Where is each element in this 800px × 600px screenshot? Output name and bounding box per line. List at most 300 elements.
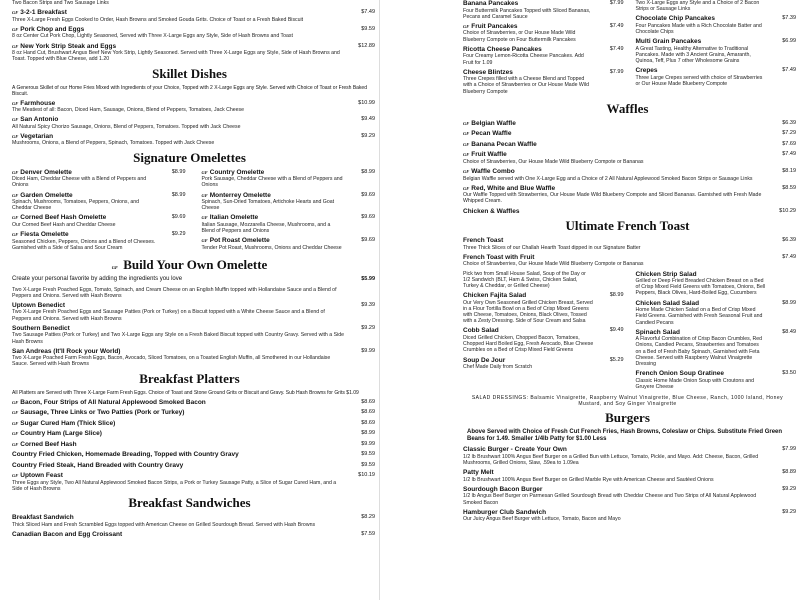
- item-name-text: Red, White and Blue Waffle: [471, 184, 556, 192]
- menu-item: [12, 451, 375, 459]
- item-name-text: Country Fried Steak, Hand Breaded with Country Gravy: [12, 461, 184, 469]
- item-price: $8.89: [782, 469, 796, 476]
- menu-item: [463, 120, 796, 128]
- menu-item: [12, 514, 375, 528]
- item-price: $9.49: [361, 116, 375, 123]
- item-name-text: Chicken Strip Salad: [635, 270, 697, 278]
- item-price: $9.39: [361, 301, 375, 308]
- item-description: 1/2 lb Brushwart 100% Angus Beef Burger on Grilled Marble Rye with American Cheese and Sautéed Onions: [463, 476, 714, 483]
- menu-item: [463, 446, 796, 466]
- item-description: Three Large Crepes served with choice of Strawberries or Our House Made Blueberry Compote: [635, 74, 763, 88]
- gf-mark: GF: [463, 131, 470, 137]
- item-price: $7.39: [782, 15, 796, 22]
- item-price: $9.69: [171, 214, 186, 221]
- item-name-text: Belgian Waffle: [471, 119, 516, 127]
- omelette-columns: [0, 169, 379, 254]
- item-description: Our Corned Beef Hash and Cheddar Cheese: [12, 221, 116, 228]
- item-name-text: Ricotta Cheese Pancakes: [463, 45, 542, 53]
- item-name: [463, 185, 796, 193]
- item-name: [463, 46, 624, 54]
- item-description: Our Very Own Seasoned Grilled Chicken Breast, Served in a Flour Tortilla Bowl on a Bed of Crisp Mixed Greens with Cheese, Tomatoes, Onions, Black Olives, Tossed with a Zesty Dressing. Side of Sour Cream and Salsa: [463, 299, 593, 325]
- item-name: [463, 486, 796, 494]
- item-name-text: Soup De Jour: [463, 356, 506, 364]
- gf-mark: GF: [12, 420, 19, 426]
- item-name: [12, 116, 375, 124]
- item-price: $8.99: [782, 299, 796, 306]
- item-price: $6.39: [782, 119, 796, 126]
- item-name-text: Fruit Waffle: [471, 151, 507, 159]
- item-name: [12, 348, 375, 356]
- item-description: Thick Sliced Ham and Fresh Scrambled Eggs topped with American Cheese on Grilled Sourdough Bread. Served with Hash Browns: [12, 521, 316, 528]
- menu-page-left: [0, 0, 380, 600]
- item-name-text: Pot Roast Omelette: [209, 237, 270, 245]
- item-description: Three Eggs any Style, Two All Natural Applewood Smoked Bacon Strips, a Pork or Turkey Sausage Patty, a Slice of Sugar Cured Ham, and a Side of Hash Browns: [12, 479, 337, 492]
- item-price: $7.99: [609, 0, 624, 6]
- menu-item: [12, 133, 375, 147]
- item-price: $9.29: [782, 508, 796, 515]
- pancake-columns: [455, 0, 800, 98]
- menu-page-right: [455, 0, 800, 600]
- item-description: Two Bacon Strips and Two Sausage Links: [12, 0, 109, 6]
- menu-item: [12, 348, 375, 368]
- item-name: [12, 514, 375, 522]
- menu-item: [12, 116, 375, 130]
- skillet-note: A Generous Skillet of our Home Fries Mixed with Ingredients of your Choice, Topped with 2 X-Large Eggs any Style. Served with Choice of Toast or Fresh Baked Biscuit.: [12, 84, 367, 97]
- item-name: [12, 409, 375, 417]
- item-name: [12, 26, 375, 34]
- item-name: [463, 141, 796, 149]
- menu-item: [12, 430, 375, 438]
- item-price: $8.29: [361, 514, 375, 521]
- item-name-text: San Antonio: [20, 116, 59, 124]
- item-name-text: Bacon, Four Strips of All Natural Applewood Smoked Bacon: [20, 398, 206, 406]
- item-description: Three X-Large Fresh Eggs Cooked to Order, Hash Browns and Smoked Gouda Grits. Choice of Toast or a Fresh Baked Biscuit: [12, 16, 304, 23]
- menu-item: [12, 325, 375, 345]
- french-toast-list: [455, 237, 800, 267]
- item-name-text: Sugar Cured Ham (Thick Slice): [20, 419, 116, 427]
- item-name: [12, 43, 375, 51]
- item-name-text: Banana Pancakes: [463, 0, 519, 7]
- menu-item: [463, 237, 796, 251]
- item-price: $7.69: [782, 140, 796, 147]
- waffle-list: [455, 120, 800, 215]
- item-name-text: French Onion Soup Gratinee: [635, 370, 724, 378]
- item-name-text: Corned Beef Hash Omelette: [20, 214, 107, 222]
- item-price: $9.59: [361, 461, 375, 468]
- item-description: Four Buttermilk Pancakes Topped with Sliced Bananas, Pecans and Caramel Sauce: [463, 7, 591, 20]
- item-description: Choice of Strawberries, Our House Made Wild Blueberry Compote or Bananas: [463, 158, 644, 165]
- item-price: $3.50: [782, 370, 796, 377]
- item-description: The Meatiest of all: Bacon, Diced Ham, Sausage, Onions, Blend of Peppers, Tomatoes, Jack Cheese: [12, 107, 245, 114]
- item-name: [636, 38, 797, 46]
- item-price: $9.99: [361, 347, 375, 354]
- item-description: Four Creamy Lemon-Ricotta Cheese Pancakes. Add Fruit for 1.09: [463, 53, 584, 66]
- omelette-col-1: [0, 169, 190, 254]
- item-price: $8.69: [361, 398, 375, 405]
- item-description: Four Pancakes Made with a Rich Chocolate Batter and Chocolate Chips: [635, 22, 762, 36]
- salad-col-2: [628, 271, 800, 394]
- item-name: [202, 192, 376, 200]
- build-note-text: Create your personal favorite by adding the ingredients you love: [12, 276, 183, 283]
- menu-item: [202, 237, 376, 251]
- item-price: $8.19: [782, 168, 796, 175]
- item-price: $9.59: [361, 25, 375, 32]
- item-description: Pork Sausage, Cheddar Cheese with a Blend of Peppers and Onions: [201, 176, 343, 189]
- item-name: [463, 120, 796, 128]
- menu-item: [12, 100, 375, 114]
- item-name: [463, 69, 624, 77]
- item-name-text: Breakfast Sandwich: [12, 514, 74, 522]
- item-price: $9.69: [361, 214, 375, 221]
- gf-mark: GF: [12, 473, 19, 479]
- gf-mark: GF: [12, 232, 19, 238]
- menu-item: [12, 231, 186, 251]
- menu-item: [12, 287, 375, 299]
- item-name-text: Uptown Feast: [20, 472, 63, 480]
- item-name: [463, 292, 624, 300]
- gutter: [380, 0, 455, 600]
- gf-mark: GF: [12, 431, 19, 437]
- item-price: $7.49: [609, 22, 624, 29]
- item-name: [202, 237, 376, 245]
- burger-list: [455, 446, 800, 522]
- item-name: [12, 462, 375, 470]
- item-name-text: Pork Chop and Eggs: [20, 25, 85, 33]
- gf-mark: GF: [12, 43, 19, 49]
- menu-item: [12, 531, 375, 539]
- gf-mark: GF: [201, 238, 208, 244]
- item-price: $9.69: [361, 191, 375, 198]
- item-name: [202, 214, 376, 222]
- item-name: [12, 9, 375, 17]
- top-items: [0, 0, 379, 63]
- section-title-waffles: Waffles: [606, 100, 649, 116]
- item-price: $7.49: [782, 67, 796, 74]
- section-title-build: [0, 257, 379, 273]
- menu-item: [636, 271, 797, 297]
- item-description: Chef Made Daily from Scratch: [463, 364, 533, 371]
- item-price: $8.49: [782, 328, 796, 335]
- item-price: $10.19: [358, 472, 375, 479]
- item-name-text: Farmhouse: [20, 99, 56, 107]
- build-price: $5.99: [361, 276, 375, 283]
- item-price: $8.99: [171, 191, 186, 198]
- item-name-text: Vegetarian: [20, 132, 54, 140]
- item-name: [12, 420, 375, 428]
- item-name: [12, 214, 186, 222]
- menu-item: [636, 300, 797, 326]
- item-name-text: Southern Benedict: [12, 324, 70, 332]
- item-description: Italian Sausage, Mozzarella Cheese, Mushrooms, and a Blend of Peppers and Onions: [201, 221, 331, 235]
- menu-item: [636, 15, 797, 35]
- gf-mark: GF: [201, 215, 208, 221]
- menu-item: [636, 67, 797, 87]
- item-price: $7.49: [609, 45, 624, 52]
- item-name: [463, 23, 624, 31]
- item-name-text: Country Fried Chicken, Homemade Breading, Topped with Country Gravy: [12, 451, 239, 459]
- section-title-burgers: Burgers: [605, 410, 650, 426]
- item-name-text: Fiesta Omelette: [20, 231, 69, 239]
- item-price: $10.99: [358, 99, 375, 106]
- menu-item: [12, 420, 375, 428]
- item-description: Our Waffle Topped with Strawberries, Our House Made Wild Blueberry Compote and Sliced Bananas. Garnished with Fresh Made Whipped Cream.: [463, 192, 762, 205]
- menu-item: [463, 0, 624, 20]
- item-name-text: Waffle Combo: [471, 168, 515, 176]
- item-description: 8 oz Hand Cut, Brushwart Angus Beef New York Strip, Lightly Seasoned. Served with Three X-Large Eggs any Style, Side of Hash Browns and Toast. Topped with Blue Cheese, add 1.20: [12, 50, 340, 63]
- item-name: [12, 430, 375, 438]
- omelette-col-2: [190, 169, 380, 254]
- item-description: Spinach, Sun-Dried Tomatoes, Artichoke Hearts and Goat Cheese: [201, 199, 335, 212]
- item-name-text: Multi Grain Pancakes: [635, 38, 702, 46]
- item-description: Spinach, Mushrooms, Tomatoes, Peppers, Onions, and Cheddar Cheese: [12, 199, 140, 212]
- salad-col-1: [455, 271, 628, 394]
- item-name-text: Chocolate Chip Pancakes: [635, 15, 715, 23]
- item-price: $8.99: [171, 168, 186, 175]
- item-name-text: Monterrey Omelette: [209, 191, 271, 199]
- item-price: $6.39: [782, 237, 796, 244]
- salad-dressings: SALAD DRESSINGS: Balsamic Vinaigrette, Raspberry Walnut Vinaigrette, Blue Cheese, Ranch, 1000 Island, Honey Mustard, and Soy Ginger Vinaigrette: [471, 395, 784, 408]
- menu-item: [12, 0, 375, 6]
- item-price: $8.69: [361, 419, 375, 426]
- menu-item: [636, 38, 797, 64]
- item-description: Two X-Large Fresh Poached Eggs, Tomato, Spinach, and Cream Cheese on an English Muffin topped with Hollandaise Sauce and a Blend of Peppers and Onions. Served with Hash Browns: [12, 286, 337, 299]
- item-description: Two X-Large Eggs any Style and a Choice of 2 Bacon Strips or Sausage Links: [635, 0, 760, 13]
- item-price: $10.29: [779, 207, 796, 214]
- menu-item: [463, 469, 796, 483]
- gf-mark: GF: [201, 169, 208, 175]
- build-title: Build Your Own Omelette: [123, 257, 268, 273]
- item-name-text: Cobb Salad: [463, 327, 499, 335]
- item-name-text: Garden Omelette: [20, 191, 73, 199]
- item-price: $9.29: [361, 132, 375, 139]
- section-title-sandwiches: Breakfast Sandwiches: [128, 495, 251, 511]
- item-name-text: Spinach Salad: [635, 328, 680, 336]
- item-name: [636, 370, 797, 378]
- item-name-text: Cheese Blintzes: [463, 68, 513, 76]
- menu-item: [12, 26, 375, 40]
- menu-item: [12, 192, 186, 212]
- item-name: [463, 151, 796, 159]
- menu-item: [463, 185, 796, 205]
- menu-item: [12, 472, 375, 492]
- item-name-text: French Toast with Fruit: [463, 253, 535, 261]
- menu-item: [12, 169, 186, 189]
- gf-mark: GF: [12, 169, 19, 175]
- item-description: Choice of Strawberries, or Our House Made Wild Blueberry Compote on Four Buttermilk Pancakes: [463, 30, 576, 43]
- gf-mark: GF: [463, 169, 470, 175]
- item-price: $9.99: [361, 440, 375, 447]
- item-description: Classic Home Made Onion Soup with Croutons and Gruyere Cheese: [635, 377, 755, 390]
- item-name-text: Crepes: [635, 67, 658, 75]
- item-name: [12, 441, 375, 449]
- menu-item: [636, 0, 797, 12]
- section-title-french-toast: Ultimate French Toast: [565, 218, 690, 234]
- item-price: $9.69: [361, 237, 375, 244]
- menu-item: [12, 462, 375, 470]
- item-name: [12, 133, 375, 141]
- item-name: [12, 325, 375, 333]
- item-name-text: Sourdough Bacon Burger: [463, 485, 543, 493]
- item-description: Diced Ham, Cheddar Cheese with a Blend of Peppers and Onions: [12, 176, 147, 189]
- menu-item: [12, 399, 375, 407]
- menu-item: [463, 141, 796, 149]
- sandwich-list: [0, 514, 379, 538]
- platters-note: All Platters are Served with Three X-Large Farm Fresh Eggs. Choice of Toast and Stone Ground Grits or Biscuit and Gravy. Sub Hash Browns for Grits $1.09: [12, 389, 359, 396]
- item-name-text: Patty Melt: [463, 469, 494, 477]
- menu-item: [12, 441, 375, 449]
- item-description: Home Made Chicken Salad on a Bed of Crisp Mixed Field Greens. Garnished with Fresh Seasonal Fruit and Candied Pecans: [635, 307, 763, 326]
- menu-item: [12, 302, 375, 322]
- gf-mark: GF: [12, 100, 19, 106]
- gf-mark: GF: [201, 192, 208, 198]
- item-name-text: Classic Burger - Create Your Own: [463, 446, 567, 454]
- menu-item: [463, 357, 624, 371]
- item-name: [463, 208, 796, 216]
- item-name: [463, 168, 796, 176]
- menu-item: [463, 168, 796, 182]
- gf-mark: GF: [463, 23, 470, 29]
- menu-item: [636, 329, 797, 368]
- menu-item: [12, 43, 375, 63]
- item-name: [636, 15, 797, 23]
- gf-mark: GF: [463, 185, 470, 191]
- item-name: [12, 399, 375, 407]
- salad-columns: [455, 271, 800, 394]
- menu-item: [463, 327, 624, 353]
- item-name-text: Sausage, Three Links or Two Patties (Pork or Turkey): [20, 409, 185, 417]
- gf-mark: GF: [12, 133, 19, 139]
- gf-mark: GF: [12, 410, 19, 416]
- item-name: [202, 169, 376, 177]
- menu-item: [463, 46, 624, 66]
- item-name: [636, 67, 797, 75]
- item-name-text: Chicken Fajita Salad: [463, 292, 527, 300]
- item-description: Belgian Waffle served with One X-Large Egg and a Choice of 2 All Natural Applewood Smoked Bacon Strips or Sausage Links: [463, 175, 753, 182]
- item-name-text: 3-2-1 Breakfast: [20, 9, 67, 17]
- item-name: [636, 300, 797, 308]
- item-name: [12, 100, 375, 108]
- menu-item: [12, 9, 375, 23]
- item-price: $9.59: [361, 451, 375, 458]
- item-name: [636, 329, 797, 337]
- item-description: Choice of Strawberries, Our House Made Wild Blueberry Compote or Bananas: [463, 261, 644, 268]
- menu-item: [463, 292, 624, 324]
- item-name-text: Fruit Pancakes: [471, 22, 518, 30]
- item-description: Tender Pot Roast, Mushrooms, Onions and Cheddar Cheese: [201, 244, 342, 251]
- item-price: $9.49: [609, 327, 624, 334]
- item-name: [463, 446, 796, 454]
- item-price: $7.49: [361, 9, 375, 16]
- item-description: Mushrooms, Onions, a Blend of Peppers, Spinach, Tomatoes. Topped with Jack Cheese: [12, 140, 215, 147]
- item-description: All Natural Spicy Chorizo Sausage, Onions, Blend of Peppers, Tomatoes. Topped with Jack Cheese: [12, 123, 241, 130]
- item-price: $7.29: [782, 130, 796, 137]
- more-items: [0, 287, 379, 368]
- item-name-text: French Toast: [463, 237, 504, 245]
- item-price: $9.29: [361, 324, 375, 331]
- pancake-col-1: [455, 0, 628, 98]
- pancake-col-2: [628, 0, 800, 98]
- item-name-text: Pecan Waffle: [471, 130, 512, 138]
- item-description: 8 oz Center Cut Pork Chop, Lightly Seasoned, Served with Three X-Large Eggs any Style, Side of Hash Browns and Toast: [12, 33, 293, 40]
- item-name: [12, 472, 375, 480]
- item-description: Diced Grilled Chicken, Chopped Bacon, Tomatoes, Chopped Hard Boiled Egg, Fresh Avocado, Blue Cheese Crumbles on a Bed of Crisp Mixed Field Greens: [463, 334, 594, 354]
- item-name-text: Uptown Benedict: [12, 301, 66, 309]
- item-description: A Flavorful Combination of Crisp Bacon Crumbles, Red Onions, Candied Pecans, Strawberries and Tomatoes on a Bed of Fresh Baby Spinach, Garnished with Feta Cheese. Served with Raspberry Walnut Vinaigrette Dressing: [635, 336, 763, 368]
- menu-item: [463, 208, 796, 216]
- menu-item: [463, 486, 796, 506]
- gf-mark: GF: [12, 117, 19, 123]
- item-name-text: Denver Omelette: [20, 168, 72, 176]
- item-price: $6.99: [782, 38, 796, 45]
- item-price: $8.69: [361, 409, 375, 416]
- item-price: $8.99: [609, 292, 624, 299]
- item-description: Three Crepes filled with a Cheese Blend and Topped with a Choice of Strawberries or Our House Made Wild Blueberry Compote: [463, 76, 589, 95]
- item-name-text: Hamburger Club Sandwich: [463, 508, 547, 516]
- item-name: [12, 451, 375, 459]
- item-name-text: Italian Omelette: [209, 214, 259, 222]
- menu-item: [463, 69, 624, 95]
- burgers-note: Above Served with Choice of Fresh Cut French Fries, Hash Browns, Coleslaw or Chips. Substitute Fried Green Beans for 1.49. Smaller 1/4lb Patty for $1.00 Less: [467, 429, 783, 443]
- item-name: [463, 509, 796, 517]
- item-price: $9.29: [782, 485, 796, 492]
- item-name-text: New York Strip Steak and Eggs: [20, 42, 117, 50]
- gf-mark: GF: [463, 141, 470, 147]
- item-description: A Great Tasting, Healthy Alternative to Traditional Pancakes. Made with 3 Ancient Grains, Amaranth, Quinoa, Teff, Plus 7 other Wholesome Grains: [635, 45, 751, 65]
- gf-mark: GF: [111, 265, 118, 271]
- item-name-text: San Andreas (It'll Rock your World): [12, 347, 121, 355]
- item-price: $8.99: [361, 430, 375, 437]
- item-name-text: Chicken Salad Salad: [635, 299, 700, 307]
- menu-item: [12, 214, 186, 228]
- menu-item: [463, 23, 624, 43]
- item-description: Grilled or Deep Fried Breaded Chicken Breast on a Bed of Crisp Mixed Field Greens with Tomatoes, Onions, Bell Peppers, Black Olives, Hard-Boiled Egg, Cucumbers: [635, 278, 766, 297]
- gf-mark: GF: [463, 152, 470, 158]
- item-name: [463, 327, 624, 335]
- item-name: [463, 237, 796, 245]
- menu-item: [463, 271, 624, 290]
- section-title-skillet: Skillet Dishes: [152, 65, 227, 81]
- gf-mark: GF: [12, 26, 19, 32]
- item-description: 1/2 lb Brushwart 100% Angus Beef Burger on a Grilled Bun with Lettuce, Tomato, Pickle, and Mayo. Add: Cheese, Bacon, Grilled Mushrooms, Grilled Onions, Slaw, .59ea to 1.09ea: [463, 453, 759, 466]
- item-price: $7.59: [361, 530, 375, 537]
- item-description: Two X-Large Poached Farm Fresh Eggs, Bacon, Avocado, Sliced Tomatoes, on a Toasted English Muffin, all Smothered in our Hollandaise Sauce. Served with Hash Browns: [12, 355, 331, 368]
- menu-item: [463, 130, 796, 138]
- item-name: [463, 254, 796, 262]
- item-price: $7.99: [609, 68, 624, 75]
- item-description: Three Thick Slices of our Challah Hearth Toast dipped in our Signature Batter: [463, 244, 641, 251]
- item-name-text: Banana Pecan Waffle: [471, 140, 537, 148]
- gf-mark: GF: [12, 441, 19, 447]
- item-price: $8.59: [782, 184, 796, 191]
- item-name-text: Country Ham (Large Slice): [20, 430, 102, 438]
- menu-item: [463, 509, 796, 523]
- platters-list: [0, 399, 379, 492]
- item-price: $7.49: [782, 151, 796, 158]
- item-price: $5.29: [609, 356, 624, 363]
- skillet-list: [0, 100, 379, 147]
- item-price: $7.49: [782, 253, 796, 260]
- item-description: Seasoned Chicken, Peppers, Onions and a Blend of Cheeses. Garnished with a Side of Salsa and Sour Cream: [12, 238, 156, 251]
- gf-mark: GF: [12, 10, 19, 16]
- item-name-text: Chicken & Waffles: [463, 207, 520, 215]
- item-name-text: Country Omelette: [209, 168, 265, 176]
- item-name-text: Canadian Bacon and Egg Croissant: [12, 530, 123, 538]
- item-price: $9.29: [171, 231, 186, 238]
- item-name-text: Corned Beef Hash: [20, 440, 77, 448]
- gf-mark: GF: [463, 120, 470, 126]
- item-price: $8.99: [361, 168, 375, 175]
- section-title-omelettes: Signature Omelettes: [133, 149, 246, 165]
